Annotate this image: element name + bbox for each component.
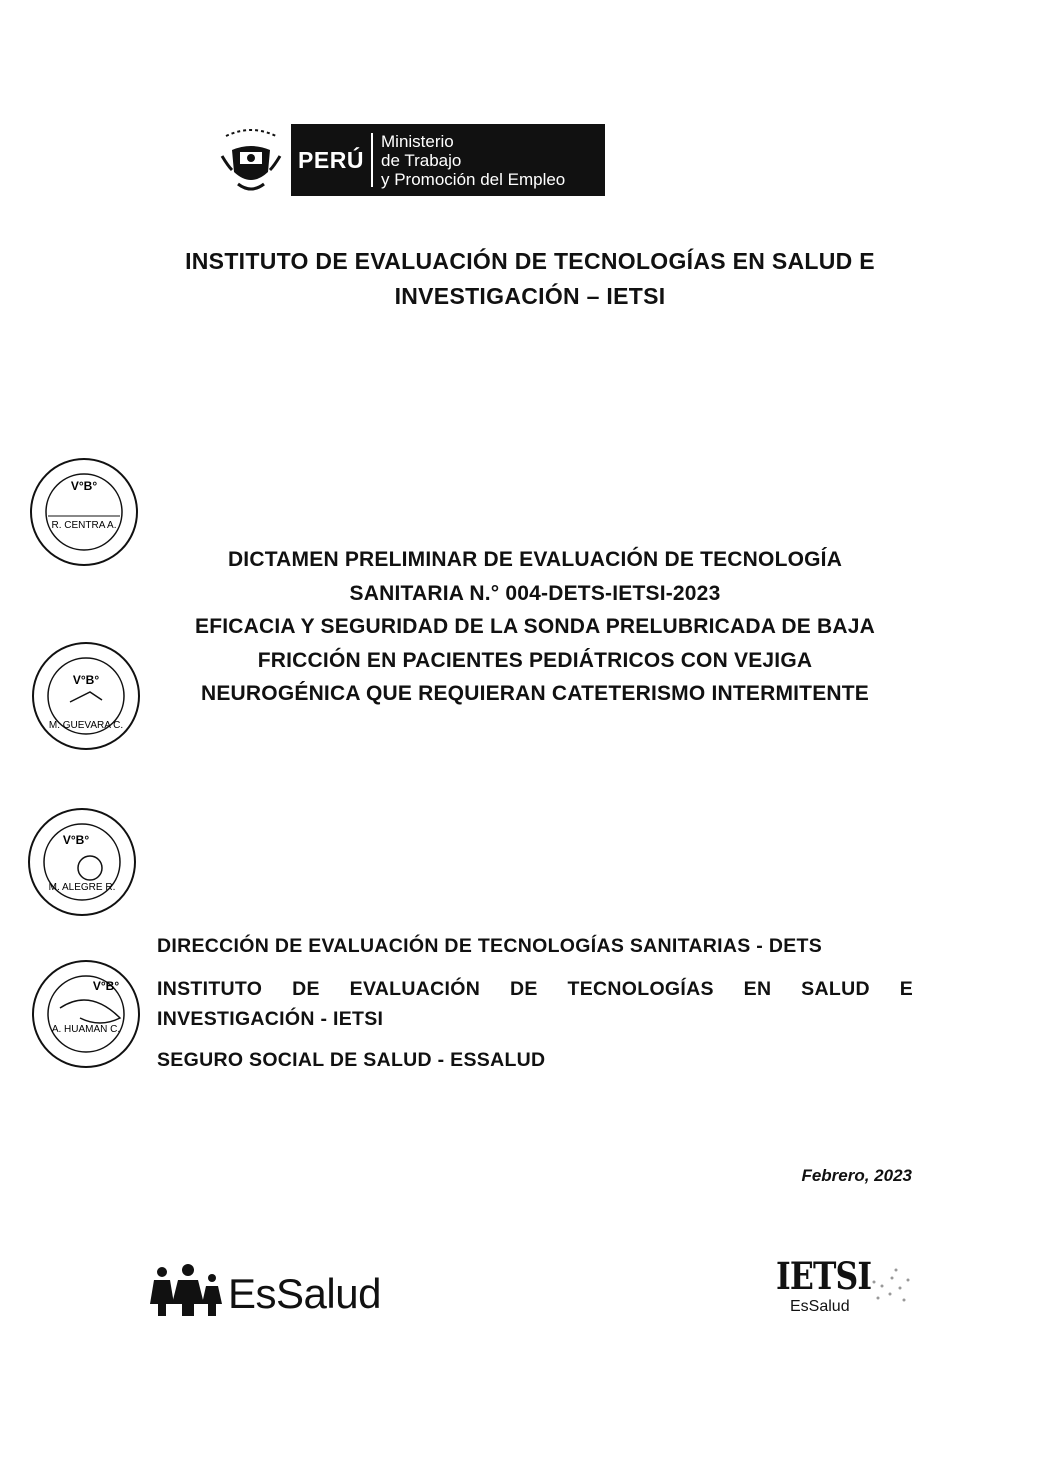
dictamen-title (120, 543, 950, 711)
institute-title-line: INSTITUTO DE EVALUACIÓN DE TECNOLOGÍAS EN SALUD E (185, 248, 875, 274)
dictamen-title-line: DICTAMEN PRELIMINAR DE EVALUACIÓN DE TECNOLOGÍA (227, 548, 843, 571)
stamp-vb: V°B° (92, 979, 120, 993)
ministry-line: de Trabajo (381, 150, 462, 170)
logo-divider (371, 133, 373, 187)
country-label: PERÚ (298, 146, 364, 173)
dictamen-title-line: EFICACIA Y SEGURIDAD DE LA SONDA PRELUBRICADA DE BAJA (195, 615, 875, 638)
stamp-vb: V°B° (62, 833, 90, 847)
approval-stamp (30, 958, 142, 1070)
stamp-vb: V°B° (72, 673, 100, 687)
social-security-name: SEGURO SOCIAL DE SALUD - ESSALUD (157, 1049, 546, 1071)
stamp-name: M. GUEVARA C. (48, 720, 124, 731)
stamp-vb: V°B° (70, 479, 98, 493)
document-date: Febrero, 2023 (801, 1166, 912, 1185)
institute-title (100, 244, 960, 314)
dictamen-title-line: SANITARIA N.° 004-DETS-IETSI-2023 (349, 581, 721, 605)
stamp-name: M. ALEGRE R. (48, 882, 116, 893)
ietsi-logo-subtext: EsSalud (790, 1298, 850, 1315)
ministry-name (381, 132, 565, 189)
essalud-logo-text: EsSalud (228, 1270, 381, 1317)
approval-stamp (26, 806, 138, 918)
ietsi-logo-text: IETSI (776, 1254, 872, 1298)
direction-name: DIRECCIÓN DE EVALUACIÓN DE TECNOLOGÍAS SANITARIAS - DETS (157, 935, 823, 957)
ietsi-dots-icon (866, 1264, 916, 1314)
ministry-logo (291, 124, 605, 196)
institute-name-line: INSTITUTO DE EVALUACIÓN DE TECNOLOGÍAS EN SALUD E (157, 978, 913, 1000)
dictamen-title-line: FRICCIÓN EN PACIENTES PEDIÁTRICOS CON VEJIGA (257, 648, 813, 672)
institute-title-line: INVESTIGACIÓN – IETSI (394, 283, 666, 309)
peru-coat-of-arms-icon (218, 122, 284, 198)
stamp-name: R. CENTRA A. (51, 520, 117, 531)
ministry-line: Ministerio (381, 131, 454, 151)
institute-name-line: INVESTIGACIÓN - IETSI (157, 1008, 384, 1030)
dictamen-title-line: NEUROGÉNICA QUE REQUIERAN CATETERISMO INTERMITENTE (200, 682, 870, 705)
family-figures-icon (150, 1264, 226, 1316)
ministry-line: y Promoción del Empleo (381, 169, 566, 189)
stamp-name: A. HUAMAN C. (51, 1024, 121, 1035)
